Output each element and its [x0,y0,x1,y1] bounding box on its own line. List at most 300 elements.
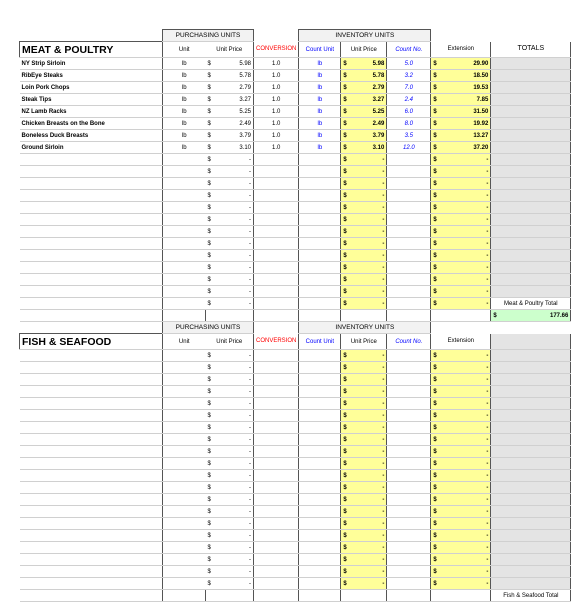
item-conversion[interactable] [254,298,299,310]
item-count-no[interactable] [387,554,431,566]
item-count-no[interactable] [387,374,431,386]
item-extension[interactable] [431,178,491,190]
item-extension[interactable] [431,422,491,434]
item-inv-unit-price[interactable] [341,482,387,494]
item-name[interactable] [20,482,163,494]
item-count-unit[interactable] [299,166,341,178]
item-conversion[interactable] [254,262,299,274]
item-extension[interactable] [431,494,491,506]
item-unit[interactable] [163,350,206,362]
item-inv-unit-price[interactable] [341,446,387,458]
item-extension[interactable] [431,482,491,494]
item-conversion[interactable] [254,250,299,262]
item-name[interactable]: NZ Lamb Racks [20,106,163,118]
item-count-no[interactable] [387,298,431,310]
item-unit-price[interactable] [206,470,254,482]
item-unit-price[interactable] [206,202,254,214]
item-extension[interactable] [431,458,491,470]
item-unit-price[interactable] [206,274,254,286]
item-count-no[interactable]: 2.4 [387,94,431,106]
item-name[interactable] [20,422,163,434]
item-inv-unit-price[interactable] [341,298,387,310]
item-inv-unit-price[interactable] [341,398,387,410]
item-unit-price[interactable] [206,434,254,446]
item-count-no[interactable]: 8.0 [387,118,431,130]
item-count-no[interactable] [387,262,431,274]
item-count-no[interactable]: 12.0 [387,142,431,154]
item-count-no[interactable]: 3.2 [387,70,431,82]
item-unit[interactable] [163,398,206,410]
item-conversion[interactable] [254,154,299,166]
item-count-unit[interactable] [299,154,341,166]
item-inv-unit-price[interactable] [341,458,387,470]
item-unit-price[interactable] [206,58,254,70]
item-conversion[interactable] [254,226,299,238]
item-count-no[interactable] [387,398,431,410]
item-count-unit[interactable] [299,554,341,566]
item-inv-unit-price[interactable] [341,410,387,422]
item-inv-unit-price[interactable] [341,142,387,154]
item-unit[interactable]: lb [163,70,206,82]
item-name[interactable] [20,178,163,190]
item-conversion[interactable] [254,350,299,362]
item-name[interactable]: RibEye Steaks [20,70,163,82]
item-count-unit[interactable] [299,286,341,298]
item-unit-price[interactable] [206,410,254,422]
item-extension[interactable] [431,190,491,202]
item-inv-unit-price[interactable] [341,130,387,142]
item-name[interactable] [20,386,163,398]
item-name[interactable] [20,434,163,446]
item-name[interactable] [20,374,163,386]
item-count-unit[interactable] [299,542,341,554]
item-count-unit[interactable] [299,262,341,274]
item-count-no[interactable]: 5.0 [387,58,431,70]
item-unit-price[interactable] [206,154,254,166]
item-conversion[interactable] [254,578,299,590]
item-unit-price[interactable] [206,130,254,142]
item-count-no[interactable] [387,154,431,166]
item-count-unit[interactable] [299,190,341,202]
item-unit-price[interactable] [206,566,254,578]
item-unit[interactable] [163,178,206,190]
item-inv-unit-price[interactable] [341,202,387,214]
item-extension[interactable] [431,530,491,542]
item-unit[interactable] [163,298,206,310]
item-unit[interactable] [163,422,206,434]
item-name[interactable] [20,298,163,310]
item-count-unit[interactable] [299,578,341,590]
item-count-unit[interactable] [299,274,341,286]
item-extension[interactable] [431,262,491,274]
item-inv-unit-price[interactable] [341,286,387,298]
item-conversion[interactable] [254,362,299,374]
item-extension[interactable] [431,506,491,518]
item-inv-unit-price[interactable] [341,554,387,566]
item-conversion[interactable] [254,214,299,226]
item-count-no[interactable] [387,214,431,226]
item-name[interactable] [20,262,163,274]
item-inv-unit-price[interactable] [341,166,387,178]
item-conversion[interactable] [254,494,299,506]
item-unit[interactable] [163,250,206,262]
item-count-no[interactable] [387,458,431,470]
item-extension[interactable] [431,142,491,154]
item-conversion[interactable]: 1.0 [254,82,299,94]
item-inv-unit-price[interactable] [341,362,387,374]
item-count-no[interactable] [387,286,431,298]
item-count-no[interactable] [387,190,431,202]
item-inv-unit-price[interactable] [341,434,387,446]
item-inv-unit-price[interactable] [341,262,387,274]
item-extension[interactable] [431,82,491,94]
item-count-unit[interactable]: lb [299,82,341,94]
item-inv-unit-price[interactable] [341,118,387,130]
item-extension[interactable] [431,166,491,178]
item-count-no[interactable] [387,566,431,578]
item-extension[interactable] [431,58,491,70]
item-inv-unit-price[interactable] [341,422,387,434]
item-count-no[interactable] [387,166,431,178]
item-name[interactable] [20,398,163,410]
item-conversion[interactable]: 1.0 [254,106,299,118]
item-name[interactable] [20,226,163,238]
item-name[interactable] [20,154,163,166]
item-conversion[interactable] [254,398,299,410]
item-unit-price[interactable] [206,350,254,362]
item-count-no[interactable] [387,470,431,482]
item-extension[interactable] [431,274,491,286]
item-name[interactable] [20,274,163,286]
item-count-unit[interactable]: lb [299,58,341,70]
item-count-unit[interactable] [299,446,341,458]
item-count-unit[interactable] [299,202,341,214]
item-count-no[interactable] [387,518,431,530]
item-unit[interactable] [163,262,206,274]
item-unit[interactable] [163,386,206,398]
item-conversion[interactable] [254,566,299,578]
item-unit-price[interactable] [206,262,254,274]
item-unit[interactable] [163,374,206,386]
item-conversion[interactable] [254,178,299,190]
item-unit[interactable] [163,238,206,250]
item-name[interactable] [20,362,163,374]
item-count-no[interactable] [387,410,431,422]
item-count-unit[interactable] [299,566,341,578]
item-extension[interactable] [431,350,491,362]
item-extension[interactable] [431,130,491,142]
item-extension[interactable] [431,238,491,250]
item-extension[interactable] [431,250,491,262]
item-unit[interactable]: lb [163,130,206,142]
item-unit[interactable]: lb [163,142,206,154]
item-name[interactable] [20,166,163,178]
item-name[interactable]: Boneless Duck Breasts [20,130,163,142]
item-extension[interactable] [431,94,491,106]
item-name[interactable] [20,542,163,554]
item-extension[interactable] [431,446,491,458]
item-count-unit[interactable] [299,398,341,410]
item-unit[interactable]: lb [163,106,206,118]
item-unit[interactable] [163,410,206,422]
item-count-unit[interactable] [299,238,341,250]
item-count-unit[interactable]: lb [299,70,341,82]
item-unit-price[interactable] [206,70,254,82]
item-name[interactable]: Chicken Breasts on the Bone [20,118,163,130]
item-name[interactable] [20,554,163,566]
item-count-no[interactable]: 3.5 [387,130,431,142]
item-inv-unit-price[interactable] [341,250,387,262]
item-unit[interactable] [163,274,206,286]
item-name[interactable] [20,410,163,422]
item-conversion[interactable] [254,422,299,434]
item-unit-price[interactable] [206,178,254,190]
item-extension[interactable] [431,70,491,82]
item-name[interactable]: Ground Sirloin [20,142,163,154]
item-extension[interactable] [431,578,491,590]
item-inv-unit-price[interactable] [341,374,387,386]
item-conversion[interactable] [254,434,299,446]
item-unit-price[interactable] [206,362,254,374]
item-inv-unit-price[interactable] [341,274,387,286]
item-extension[interactable] [431,118,491,130]
item-count-unit[interactable] [299,458,341,470]
item-count-unit[interactable] [299,506,341,518]
item-extension[interactable] [431,554,491,566]
item-unit[interactable] [163,566,206,578]
item-extension[interactable] [431,410,491,422]
item-conversion[interactable] [254,518,299,530]
item-unit-price[interactable] [206,518,254,530]
item-extension[interactable] [431,298,491,310]
item-extension[interactable] [431,154,491,166]
item-extension[interactable] [431,374,491,386]
item-unit-price[interactable] [206,482,254,494]
item-conversion[interactable] [254,482,299,494]
item-unit[interactable] [163,458,206,470]
item-conversion[interactable]: 1.0 [254,70,299,82]
item-count-no[interactable] [387,494,431,506]
item-conversion[interactable] [254,166,299,178]
item-unit-price[interactable] [206,94,254,106]
item-unit-price[interactable] [206,494,254,506]
item-inv-unit-price[interactable] [341,470,387,482]
item-inv-unit-price[interactable] [341,506,387,518]
item-unit-price[interactable] [206,166,254,178]
item-name[interactable] [20,470,163,482]
item-inv-unit-price[interactable] [341,350,387,362]
item-count-no[interactable] [387,506,431,518]
item-conversion[interactable] [254,506,299,518]
item-inv-unit-price[interactable] [341,226,387,238]
item-inv-unit-price[interactable] [341,214,387,226]
item-unit[interactable] [163,506,206,518]
item-unit-price[interactable] [206,226,254,238]
item-unit-price[interactable] [206,118,254,130]
item-unit-price[interactable] [206,106,254,118]
item-inv-unit-price[interactable] [341,70,387,82]
item-unit-price[interactable] [206,578,254,590]
item-unit[interactable]: lb [163,82,206,94]
item-count-unit[interactable]: lb [299,130,341,142]
item-name[interactable] [20,458,163,470]
item-name[interactable] [20,446,163,458]
item-count-unit[interactable] [299,386,341,398]
item-name[interactable] [20,350,163,362]
item-extension[interactable] [431,362,491,374]
item-count-unit[interactable] [299,214,341,226]
item-conversion[interactable] [254,410,299,422]
item-name[interactable] [20,202,163,214]
item-unit[interactable] [163,286,206,298]
item-count-unit[interactable]: lb [299,118,341,130]
item-conversion[interactable] [254,530,299,542]
item-name[interactable] [20,286,163,298]
item-name[interactable] [20,506,163,518]
item-count-unit[interactable] [299,374,341,386]
item-unit[interactable] [163,154,206,166]
item-inv-unit-price[interactable] [341,578,387,590]
item-unit-price[interactable] [206,542,254,554]
item-unit[interactable] [163,202,206,214]
item-count-no[interactable] [387,482,431,494]
item-count-no[interactable] [387,578,431,590]
item-unit-price[interactable] [206,190,254,202]
item-conversion[interactable] [254,374,299,386]
item-inv-unit-price[interactable] [341,190,387,202]
item-unit[interactable] [163,494,206,506]
item-extension[interactable] [431,470,491,482]
item-count-unit[interactable]: lb [299,94,341,106]
item-inv-unit-price[interactable] [341,82,387,94]
item-extension[interactable] [431,202,491,214]
item-unit-price[interactable] [206,422,254,434]
item-count-no[interactable] [387,362,431,374]
item-unit[interactable] [163,518,206,530]
item-count-no[interactable] [387,422,431,434]
item-inv-unit-price[interactable] [341,542,387,554]
item-name[interactable] [20,578,163,590]
item-inv-unit-price[interactable] [341,94,387,106]
item-count-no[interactable] [387,178,431,190]
item-inv-unit-price[interactable] [341,106,387,118]
item-conversion[interactable] [254,274,299,286]
item-conversion[interactable]: 1.0 [254,130,299,142]
item-inv-unit-price[interactable] [341,58,387,70]
item-count-unit[interactable] [299,422,341,434]
item-count-unit[interactable] [299,494,341,506]
item-inv-unit-price[interactable] [341,154,387,166]
item-unit[interactable] [163,554,206,566]
item-inv-unit-price[interactable] [341,494,387,506]
item-unit-price[interactable] [206,82,254,94]
item-count-unit[interactable] [299,226,341,238]
item-inv-unit-price[interactable] [341,530,387,542]
item-unit-price[interactable] [206,530,254,542]
item-count-no[interactable] [387,238,431,250]
item-count-no[interactable] [387,434,431,446]
item-unit[interactable] [163,470,206,482]
item-unit-price[interactable] [206,386,254,398]
item-count-unit[interactable]: lb [299,106,341,118]
item-conversion[interactable] [254,190,299,202]
item-name[interactable]: Steak Tips [20,94,163,106]
item-unit[interactable] [163,190,206,202]
item-count-unit[interactable] [299,518,341,530]
item-unit[interactable] [163,578,206,590]
item-unit-price[interactable] [206,398,254,410]
item-name[interactable] [20,190,163,202]
item-extension[interactable] [431,226,491,238]
item-unit[interactable] [163,166,206,178]
item-count-unit[interactable] [299,470,341,482]
item-unit[interactable] [163,446,206,458]
item-conversion[interactable] [254,446,299,458]
item-count-unit[interactable] [299,250,341,262]
item-name[interactable]: NY Strip Sirloin [20,58,163,70]
item-unit[interactable] [163,226,206,238]
item-name[interactable] [20,494,163,506]
item-conversion[interactable] [254,458,299,470]
item-count-no[interactable] [387,250,431,262]
item-conversion[interactable] [254,470,299,482]
item-count-no[interactable]: 7.0 [387,82,431,94]
item-unit-price[interactable] [206,250,254,262]
item-unit-price[interactable] [206,446,254,458]
item-extension[interactable] [431,434,491,446]
item-extension[interactable] [431,542,491,554]
item-extension[interactable] [431,106,491,118]
item-unit[interactable] [163,542,206,554]
item-conversion[interactable] [254,238,299,250]
item-unit-price[interactable] [206,458,254,470]
item-name[interactable] [20,530,163,542]
item-unit[interactable]: lb [163,118,206,130]
item-extension[interactable] [431,386,491,398]
item-extension[interactable] [431,214,491,226]
item-count-unit[interactable] [299,482,341,494]
item-conversion[interactable]: 1.0 [254,118,299,130]
item-unit-price[interactable] [206,142,254,154]
item-count-unit[interactable] [299,298,341,310]
item-unit[interactable]: lb [163,58,206,70]
item-count-no[interactable] [387,446,431,458]
item-unit[interactable]: lb [163,94,206,106]
item-conversion[interactable] [254,202,299,214]
item-extension[interactable] [431,518,491,530]
item-inv-unit-price[interactable] [341,566,387,578]
item-conversion[interactable] [254,542,299,554]
item-unit-price[interactable] [206,238,254,250]
item-conversion[interactable] [254,286,299,298]
item-unit-price[interactable] [206,214,254,226]
item-unit[interactable] [163,214,206,226]
item-unit[interactable] [163,434,206,446]
item-count-no[interactable]: 6.0 [387,106,431,118]
item-count-no[interactable] [387,202,431,214]
item-extension[interactable] [431,286,491,298]
item-count-unit[interactable] [299,530,341,542]
item-inv-unit-price[interactable] [341,518,387,530]
item-unit-price[interactable] [206,298,254,310]
item-count-unit[interactable] [299,178,341,190]
item-extension[interactable] [431,398,491,410]
item-count-unit[interactable] [299,434,341,446]
item-count-no[interactable] [387,274,431,286]
item-unit-price[interactable] [206,286,254,298]
item-count-no[interactable] [387,530,431,542]
item-name[interactable] [20,518,163,530]
